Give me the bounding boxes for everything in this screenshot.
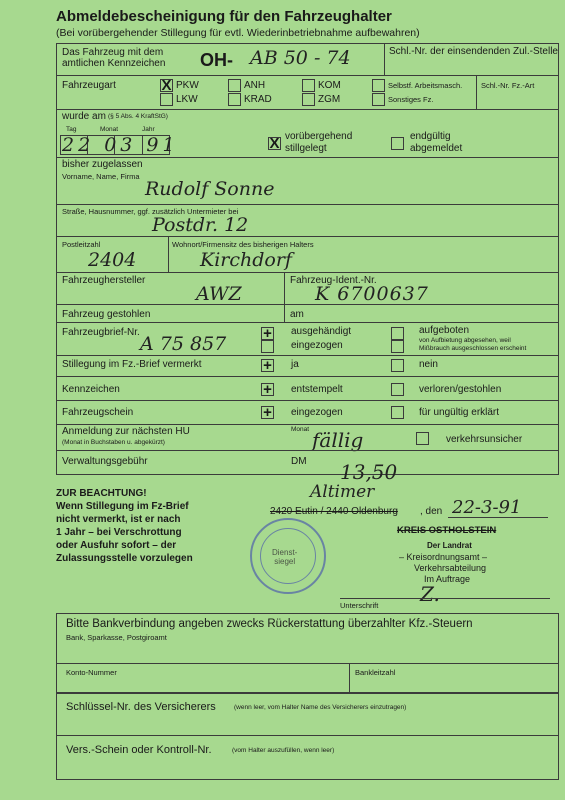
document-title: Abmeldebescheinigung für den Fahrzeughalter (56, 8, 392, 25)
brief-label: Fahrzeugbrief-Nr. (62, 327, 140, 338)
auftrage-label: Im Auftrage (424, 574, 471, 584)
zgm-checkbox[interactable] (302, 93, 315, 106)
name-value[interactable]: Rudolf Sonne (145, 178, 275, 200)
divider (284, 272, 285, 304)
kennzeichen-label-2: amtlichen Kennzeichen (62, 58, 166, 69)
divider (56, 75, 559, 76)
official-seal (250, 518, 326, 594)
gestohlen-am-label: am (290, 309, 304, 320)
beachtung-line-1: Wenn Stillegung im Fz-Brief (56, 501, 189, 512)
strasse-value[interactable]: Postdr. 12 (152, 214, 249, 236)
vermerkt-nein-checkbox[interactable] (391, 359, 404, 372)
gestohlen-label: Fahrzeug gestohlen (62, 309, 151, 320)
gebuehr-label: Verwaltungsgebühr (62, 456, 148, 467)
bank-sub: Bank, Sparkasse, Postgiroamt (66, 633, 167, 642)
signature: Z. (420, 582, 440, 606)
bank-title: Bitte Bankverbindung angeben zwecks Rückerstattung überzahlter Kfz.-Steuern (66, 618, 473, 630)
fahrzeugart-label: Fahrzeugart (62, 80, 116, 91)
plz-label: Postleitzahl (62, 240, 101, 249)
entstempelt-check-mark: + (263, 381, 272, 398)
schein-check-mark: + (263, 404, 272, 421)
pkw-label: PKW (176, 80, 199, 91)
signature-line (340, 598, 550, 599)
ort-label: Wohnort/Firmensitz des bisherigen Halters (172, 240, 314, 249)
kreisordnungsamt-label: – Kreisordnungsamt – (399, 552, 488, 562)
hu-label: Anmeldung zur nächsten HU (62, 426, 190, 437)
schl-nr-label: Schl.-Nr. der einsendenden Zul.-Stelle (389, 46, 558, 57)
hu-note: (Monat in Buchstaben u. abgekürzt) (62, 439, 165, 446)
den-label: , den (420, 506, 443, 517)
tag-label: Tag (66, 126, 77, 133)
ungueltig-label: für ungültig erklärt (419, 407, 500, 418)
vermerkt-ja-checkbox[interactable] (261, 359, 274, 372)
aufgeboten-note-1: von Aufbietung abgesehen, weil (419, 337, 511, 344)
gebuehr-value[interactable]: 13,50 (340, 460, 398, 484)
divider (56, 204, 559, 205)
landrat-label: Der Landrat (427, 541, 472, 550)
selbst-label: Selbstf. Arbeitsmasch. (388, 81, 463, 90)
divider (56, 450, 559, 451)
divider (476, 75, 477, 109)
eingezogen-label: eingezogen (291, 340, 343, 351)
verkehrsunsicher-label: verkehrsunsicher (446, 434, 523, 445)
handwritten-place: Altimer (310, 482, 375, 502)
kennzeichen-label-1: Das Fahrzeug mit dem (62, 47, 164, 58)
endgultig-label: endgültig (410, 131, 451, 142)
vorubergehend-checkbox[interactable] (268, 137, 281, 150)
hersteller-value[interactable]: AWZ (196, 283, 242, 305)
sonstiges-label: Sonstiges Fz. (388, 95, 434, 104)
divider (168, 236, 169, 272)
printed-place: 2420 Eutin / 2440 Oldenburg (270, 506, 398, 517)
anh-label: ANH (244, 80, 266, 91)
eingezogen-brief-checkbox[interactable] (261, 340, 274, 353)
divider (56, 424, 559, 425)
divider (56, 157, 559, 158)
wurde-am-label: wurde am (62, 111, 106, 122)
lkw-checkbox[interactable] (160, 93, 173, 106)
vers-schein-note: (vom Halter auszufüllen, wenn leer) (232, 747, 335, 754)
ja-label: ja (291, 359, 299, 370)
nein-label: nein (419, 359, 438, 370)
vorubergehend-check-mark: X (269, 135, 280, 152)
beachtung-title: ZUR BEACHTUNG! (56, 488, 147, 499)
beachtung-line-5: Zulassungsstelle vorzulegen (56, 553, 193, 564)
divider (56, 376, 559, 377)
document-subtitle: (Bei vorübergehender Stillegung für evtl. Wiederinbetriebnahme aufbewahren) (56, 27, 420, 39)
krad-checkbox[interactable] (228, 93, 241, 106)
ausgehaendigt-label: ausgehändigt (291, 326, 352, 337)
monat-label: Monat (100, 126, 119, 133)
entstempelt-label: entstempelt (291, 384, 343, 395)
ungueltig-checkbox[interactable] (391, 406, 404, 419)
divider (349, 663, 350, 693)
beachtung-line-3: 1 Jahr – bei Verschrottung (56, 527, 182, 538)
kennzeichen-value[interactable]: AB 50 - 74 (250, 47, 351, 69)
versicherer-label: Schlüssel-Nr. des Versicherers (66, 701, 216, 713)
ident-value[interactable]: K 6700637 (315, 283, 429, 305)
divider (56, 355, 559, 356)
ort-value[interactable]: Kirchdorf (200, 249, 292, 271)
pkw-checkbox[interactable] (160, 79, 173, 92)
verloren-label: verloren/gestohlen (419, 384, 502, 395)
beachtung-line-2: nicht vermerkt, ist er nach (56, 514, 181, 525)
anh-checkbox[interactable] (228, 79, 241, 92)
divider (56, 304, 559, 305)
versicherer-note: (wenn leer, vom Halter Name des Versicherers einzutragen) (234, 704, 407, 711)
kreis-label: KREIS OSTHOLSTEIN (397, 525, 497, 536)
aufgeboten-note-2: Mißbrauch ausgeschlossen erscheint (419, 345, 527, 352)
name-label: Vorname, Name, Firma (62, 172, 140, 181)
sonstiges-checkbox[interactable] (372, 93, 385, 106)
divider (56, 735, 559, 736)
blz-label: Bankleitzahl (355, 668, 396, 677)
dm-label: DM (291, 456, 307, 467)
hu-monat-label: Monat (291, 426, 310, 433)
date-signed-value[interactable]: 22-3-91 (452, 497, 522, 518)
ident-label: Fahrzeug-Ident.-Nr. (290, 275, 377, 286)
divider (384, 43, 385, 75)
beachtung-line-4: oder Ausfuhr sofort – der (56, 540, 177, 551)
kom-label: KOM (318, 80, 341, 91)
vermerkt-label: Stillegung im Fz.-Brief vermerkt (62, 359, 202, 370)
hersteller-label: Fahrzeughersteller (62, 275, 146, 286)
schl-art-label: Schl.-Nr. Fz.-Art (481, 81, 535, 90)
entstempelt-checkbox[interactable] (261, 383, 274, 396)
kennzeichen-row-label: Kennzeichen (62, 384, 120, 395)
selbst-checkbox[interactable] (372, 79, 385, 92)
schein-eingezogen-checkbox[interactable] (261, 406, 274, 419)
stillgelegt-label: stillgelegt (285, 143, 327, 154)
seal-text: Dienst- siegel (272, 548, 298, 566)
bisher-label: bisher zugelassen (62, 159, 143, 170)
schein-eingezogen-label: eingezogen (291, 407, 343, 418)
strasse-label: Straße, Hausnummer, ggf. zusätzlich Untermieter bei (62, 207, 239, 216)
aufgeboten-checkbox[interactable] (391, 327, 404, 340)
vers-schein-label: Vers.-Schein oder Kontroll-Nr. (66, 744, 212, 756)
abgesehen-checkbox[interactable] (391, 340, 404, 353)
hu-monat-value[interactable]: fällig (312, 428, 364, 452)
divider (56, 236, 559, 237)
plz-value[interactable]: 2404 (88, 249, 137, 271)
vorubergehend-label: vorübergehend (285, 131, 353, 142)
lkw-label: LKW (176, 94, 198, 105)
unterschrift-label: Unterschrift (340, 601, 379, 610)
aufgeboten-label: aufgeboten (419, 325, 470, 336)
date-value: 22 03 91 (62, 134, 179, 156)
vermerkt-check-mark: + (263, 357, 272, 374)
krad-label: KRAD (244, 94, 272, 105)
zgm-label: ZGM (318, 94, 341, 105)
ausgehaendigt-check-mark: + (263, 325, 272, 342)
kom-checkbox[interactable] (302, 79, 315, 92)
endgultig-checkbox[interactable] (391, 137, 404, 150)
jahr-label: Jahr (142, 126, 155, 133)
verkehrsabteilung-label: Verkehrsabteilung (414, 563, 487, 573)
schein-label: Fahrzeugschein (62, 407, 134, 418)
divider (284, 304, 285, 322)
divider (56, 663, 559, 664)
ausgehaendigt-checkbox[interactable] (261, 327, 274, 340)
abgemeldet-label: abgemeldet (410, 143, 463, 154)
divider (56, 272, 559, 273)
divider (56, 109, 559, 110)
pkw-check-mark: X (161, 77, 172, 94)
divider (56, 322, 559, 323)
divider (56, 400, 559, 401)
date-line (448, 517, 548, 518)
brief-value[interactable]: A 75 857 (140, 333, 227, 355)
verkehrsunsicher-checkbox[interactable] (416, 432, 429, 445)
kennzeichen-prefix: OH- (200, 50, 233, 70)
verloren-checkbox[interactable] (391, 383, 404, 396)
konto-label: Konto-Nummer (66, 668, 117, 677)
wurde-am-note: (§ 5 Abs. 4 KraftStG) (108, 113, 168, 120)
